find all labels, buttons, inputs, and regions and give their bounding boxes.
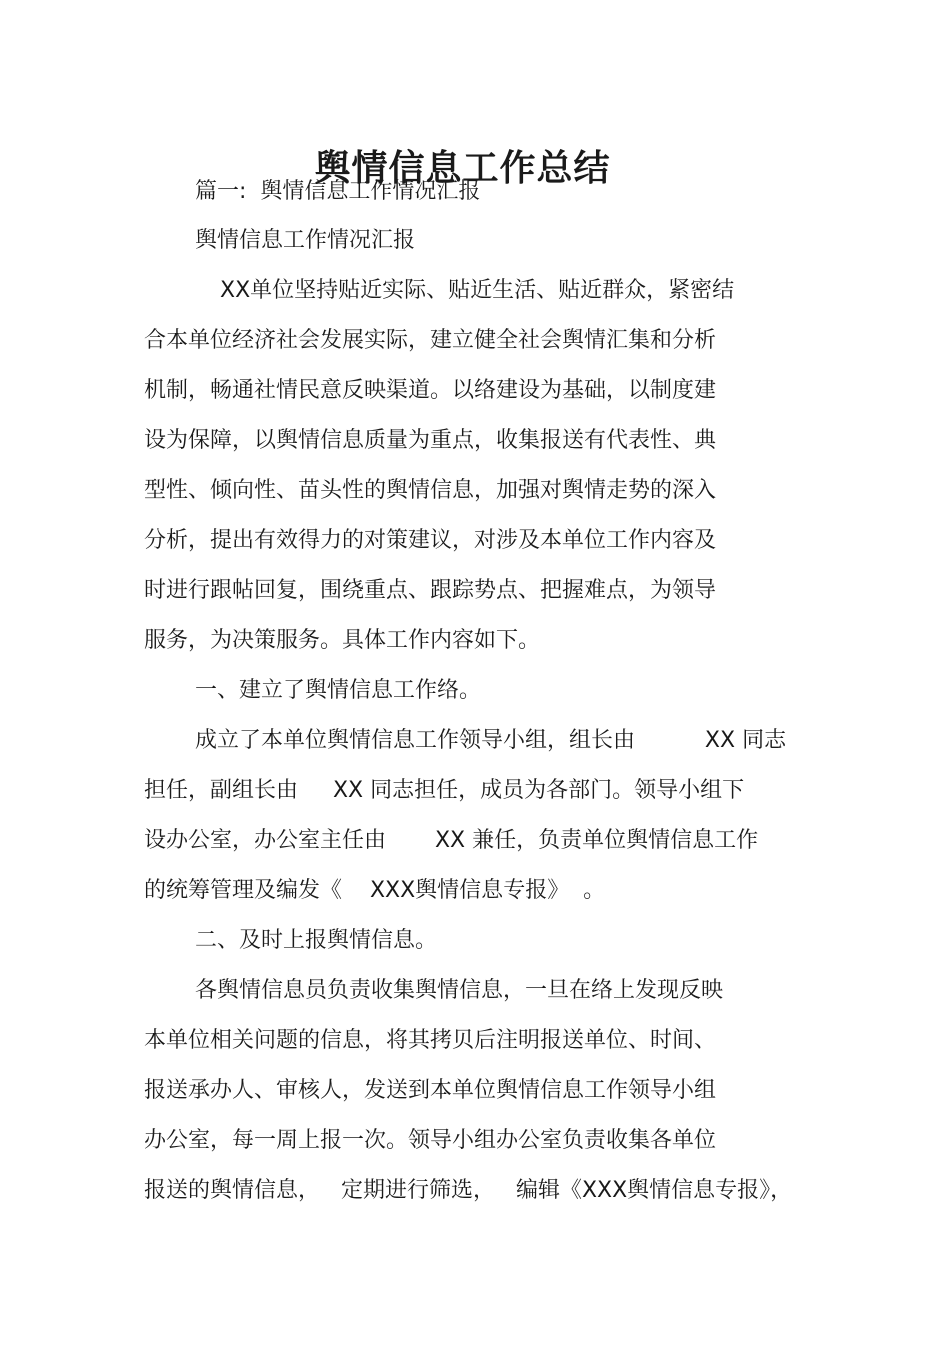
paragraph-line: 成立了本单位舆情信息工作领导小组，组长由 XX 同志 (195, 728, 787, 753)
section-heading-part-one: 篇一: 舆情信息工作情况汇报 (195, 179, 481, 204)
paragraph-line: 分析，提出有效得力的对策建议，对涉及本单位工作内容及 (144, 528, 717, 553)
paragraph-line: 报送承办人、审核人，发送到本单位舆情信息工作领导小组 (144, 1078, 717, 1103)
paragraph-line: 各舆情信息员负责收集舆情信息，一旦在络上发现反映 (195, 978, 724, 1003)
paragraph-line: 报送的舆情信息， 定期进行筛选， 编辑《XXX舆情信息专报》， (144, 1178, 793, 1203)
paragraph-line: 本单位相关问题的信息，将其拷贝后注明报送单位、时间、 (144, 1028, 717, 1053)
paragraph-line: 设为保障，以舆情信息质量为重点，收集报送有代表性、典 (144, 428, 717, 453)
section-heading-one: 一、建立了舆情信息工作络。 (195, 678, 482, 703)
paragraph-line: 合本单位经济社会发展实际，建立健全社会舆情汇集和分析 (144, 328, 717, 353)
paragraph-line: 服务，为决策服务。具体工作内容如下。 (144, 628, 541, 653)
paragraph-line: 机制，畅通社情民意反映渠道。以络建设为基础，以制度建 (144, 378, 717, 403)
paragraph-line: 设办公室，办公室主任由 XX 兼任，负责单位舆情信息工作 (144, 828, 759, 853)
paragraph-line: XX单位坚持贴近实际、贴近生活、贴近群众，紧密结 (220, 278, 735, 303)
section-heading-two: 二、及时上报舆情信息。 (195, 928, 438, 953)
paragraph-line: 的统筹管理及编发《 XXX舆情信息专报》 。 (144, 878, 606, 903)
paragraph-line: 时进行跟帖回复，围绕重点、跟踪势点、把握难点，为领导 (144, 578, 717, 603)
report-subtitle: 舆情信息工作情况汇报 (195, 228, 416, 253)
paragraph-line: 担任，副组长由 XX 同志担任，成员为各部门。领导小组下 (144, 778, 745, 803)
paragraph-line: 办公室，每一周上报一次。领导小组办公室负责收集各单位 (144, 1128, 717, 1153)
paragraph-line: 型性、倾向性、苗头性的舆情信息，加强对舆情走势的深入 (144, 478, 717, 503)
document-title: 舆情信息工作总结 (314, 148, 611, 190)
